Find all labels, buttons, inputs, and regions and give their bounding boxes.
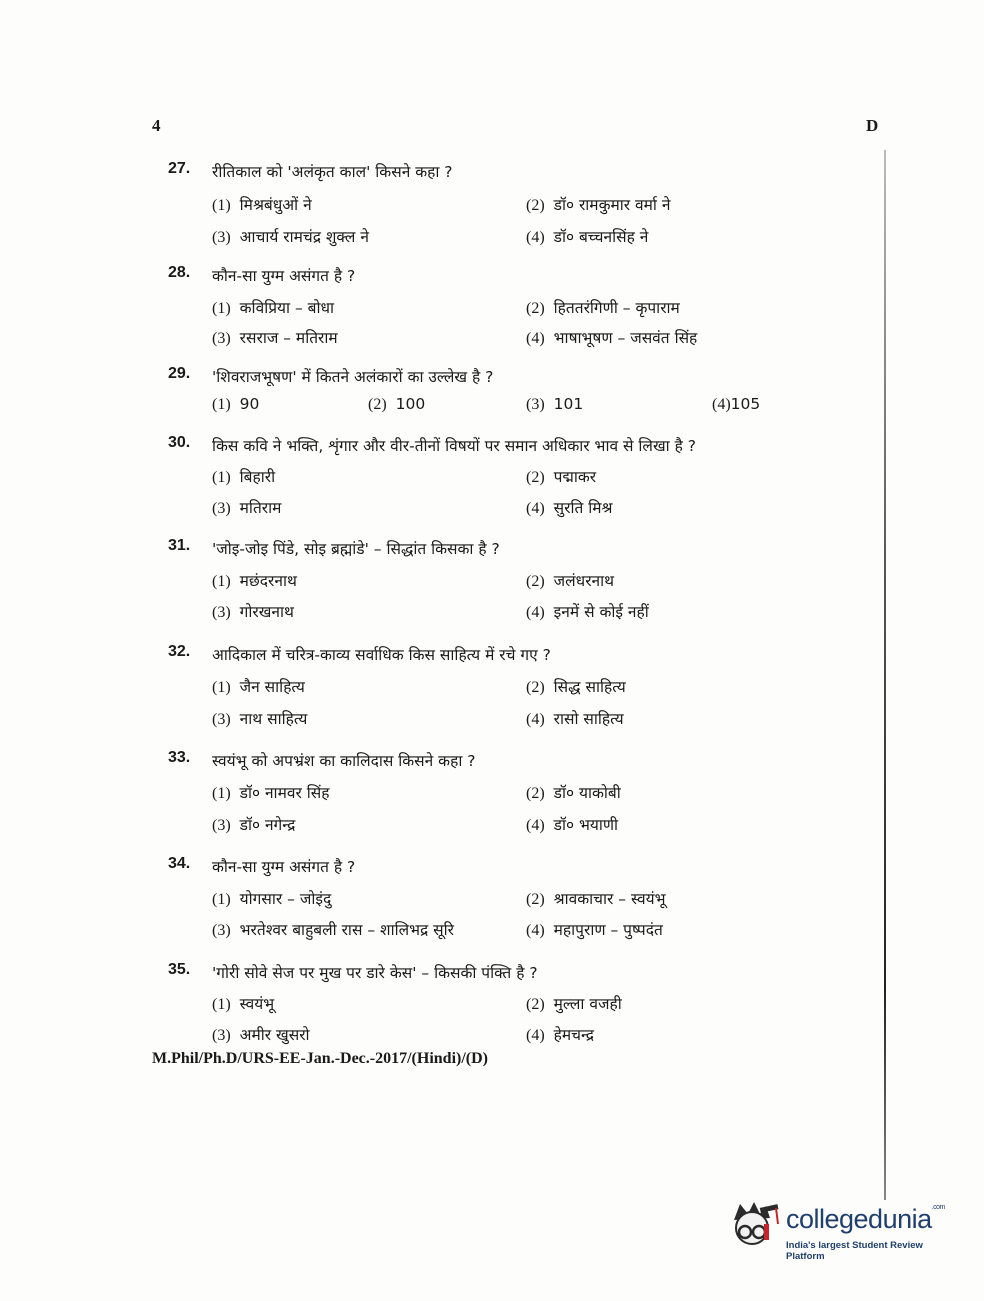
option-3: (3) नाथ साहित्य — [212, 710, 308, 728]
option-1: (1) जैन साहित्य — [212, 678, 305, 696]
option-3: (3) गोरखनाथ — [212, 603, 294, 621]
question-number: 30. — [168, 434, 191, 451]
option-4: (4) हेमचन्द्र — [526, 1026, 595, 1044]
question-text: 'जोइ-जोइ पिंडे, सोइ ब्रह्मांडे' – सिद्धांत किसका है ? — [212, 540, 500, 558]
set-code: D — [866, 116, 879, 135]
option-1: (1) 90 — [212, 395, 260, 413]
option-3: (3) 101 — [526, 395, 584, 413]
option-3: (3) अमीर खुसरो — [212, 1026, 310, 1044]
option-1: (1) कविप्रिया – बोधा — [212, 299, 335, 317]
option-1: (1) योगसार – जोइंदु — [212, 890, 332, 908]
option-4: (4) महापुराण – पुष्पदंत — [526, 921, 663, 939]
question-number: 32. — [168, 643, 191, 660]
collegedunia-mascot-icon — [726, 1198, 782, 1254]
question-text: स्वयंभू को अपभ्रंश का कालिदास किसने कहा ? — [212, 752, 476, 770]
question-number: 29. — [168, 365, 191, 382]
paper-code-footer: M.Phil/Ph.D/URS-EE-Jan.-Dec.-2017/(Hindi)/(D) — [152, 1050, 488, 1067]
option-2: (2) जलंधरनाथ — [526, 572, 615, 590]
question-text: किस कवि ने भक्ति, शृंगार और वीर-तीनों विषयों पर समान अधिकार भाव से लिखा है ? — [212, 437, 696, 455]
option-4: (4) डॉ० बच्चनसिंह ने — [526, 228, 649, 246]
option-3: (3) भरतेश्वर बाहुबली रास – शालिभद्र सूरि — [212, 921, 454, 939]
question-number: 31. — [168, 537, 191, 554]
option-1: (1) मछंदरनाथ — [212, 572, 297, 590]
option-1: (1) स्वयंभू — [212, 995, 275, 1013]
question-text: 'गोरी सोवे सेज पर मुख पर डारे केस' – किसकी पंक्ति है ? — [212, 964, 538, 982]
option-4: (4) रासो साहित्य — [526, 710, 624, 728]
question-text: 'शिवराजभूषण' में कितने अलंकारों का उल्लेख है ? — [212, 368, 494, 386]
option-4: (4) इनमें से कोई नहीं — [526, 603, 649, 621]
option-3: (3) आचार्य रामचंद्र शुक्ल ने — [212, 228, 369, 246]
option-4: (4) डॉ० भयाणी — [526, 816, 619, 834]
option-3: (3) रसराज – मतिराम — [212, 329, 338, 347]
question-text: रीतिकाल को 'अलंकृत काल' किसने कहा ? — [212, 163, 453, 181]
question-number: 35. — [168, 961, 191, 978]
option-2: (2) सिद्ध साहित्य — [526, 678, 626, 696]
question-text: आदिकाल में चरित्र-काव्य सर्वाधिक किस साहित्य में रचे गए ? — [212, 646, 551, 664]
option-3: (3) मतिराम — [212, 499, 282, 517]
option-4: (4)105 — [712, 395, 761, 413]
option-1: (1) डॉ० नामवर सिंह — [212, 784, 330, 802]
option-2: (2) डॉ० याकोबी — [526, 784, 621, 802]
option-4: (4) सुरति मिश्र — [526, 499, 613, 517]
question-text: कौन-सा युग्म असंगत है ? — [212, 858, 356, 876]
scan-edge-line — [884, 150, 886, 1200]
question-number: 28. — [168, 264, 191, 281]
option-2: (2) पद्माकर — [526, 468, 597, 486]
option-2: (2) डॉ० रामकुमार वर्मा ने — [526, 196, 671, 214]
question-number: 33. — [168, 749, 191, 766]
option-2: (2) श्रावकाचार – स्वयंभू — [526, 890, 666, 908]
question-number: 27. — [168, 160, 191, 177]
option-4: (4) भाषाभूषण – जसवंत सिंह — [526, 329, 698, 347]
option-1: (1) बिहारी — [212, 468, 276, 486]
logo-wordmark: collegedunia$^{.com}$ — [786, 1204, 945, 1234]
question-text: कौन-सा युग्म असंगत है ? — [212, 267, 356, 285]
question-number: 34. — [168, 855, 191, 872]
option-2: (2) मुल्ला वजही — [526, 995, 622, 1013]
option-1: (1) मिश्रबंधुओं ने — [212, 196, 312, 214]
option-2: (2) 100 — [368, 395, 426, 413]
collegedunia-logo[interactable] — [726, 1196, 956, 1260]
page-number: 4 — [152, 116, 161, 135]
logo-tagline: India's largest Student Review Platform — [786, 1240, 923, 1262]
option-3: (3) डॉ० नगेन्द्र — [212, 816, 296, 834]
option-2: (2) हिततरंगिणी – कृपाराम — [526, 299, 680, 317]
